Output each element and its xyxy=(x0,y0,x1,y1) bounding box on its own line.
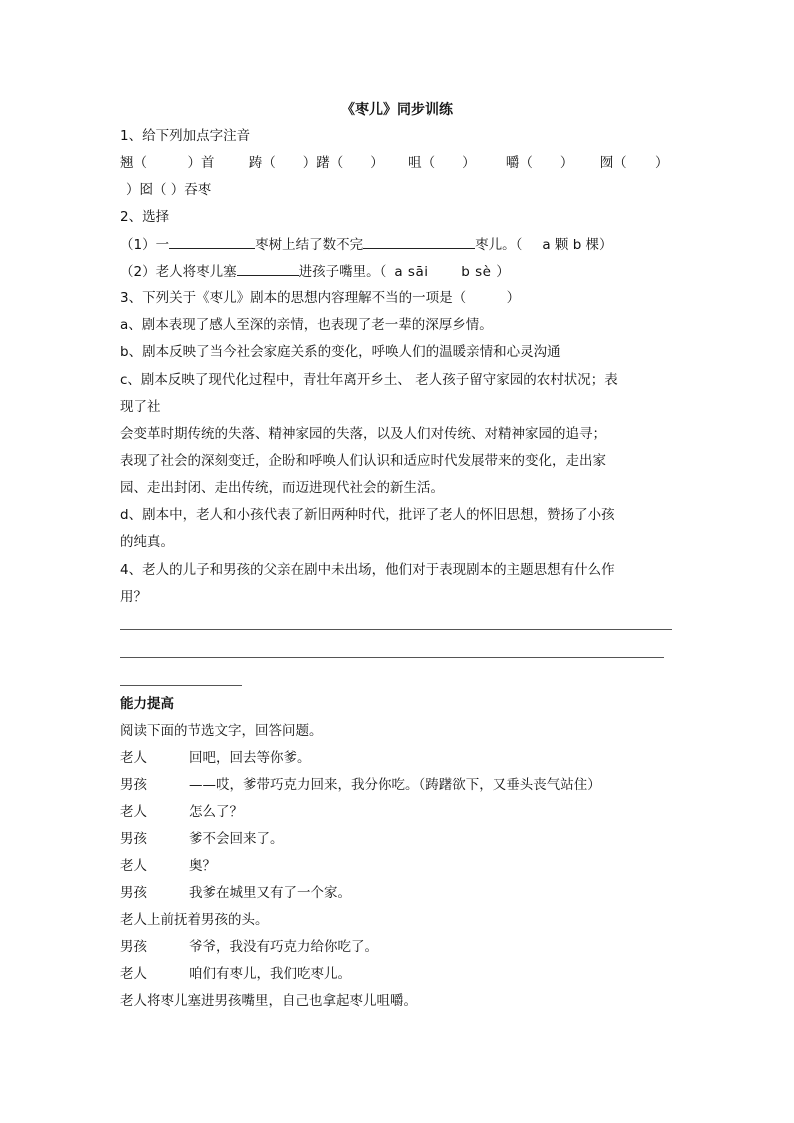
q3-option-c-line4: 表现了社会的深刻变迁，企盼和呼唤人们认识和适应时代发展带来的变化，走出家 xyxy=(120,453,606,469)
dialogue-line xyxy=(120,829,284,849)
q1-item-1: 翘（ ）首 xyxy=(120,155,215,171)
answer-line-3[interactable] xyxy=(120,685,242,686)
q1-item-2: 踌（ ）躇（ ） xyxy=(248,155,384,171)
speaker: 老人 xyxy=(120,804,147,820)
q1-row2 xyxy=(126,180,211,200)
answer-line-2[interactable] xyxy=(120,657,664,658)
q1-item-8: ）吞枣 xyxy=(170,182,212,198)
q3-option-d-line1: d、剧本中，老人和小孩代表了新旧两种时代，批评了老人的怀旧思想，赞扬了小孩 xyxy=(120,507,615,523)
line-text: 爷爷，我没有巧克力给你吃了。 xyxy=(189,939,378,955)
section-heading: 能力提高 xyxy=(120,696,174,712)
q3-option-c-line1: c、剧本反映了现代化过程中，青壮年离开乡土、 老人孩子留守家园的农村状况；表 xyxy=(120,372,618,388)
dialogue-line xyxy=(120,856,216,876)
speaker: 男孩 xyxy=(120,777,147,793)
q1-item-7: ）囵（ xyxy=(126,182,167,198)
dialogue-line xyxy=(120,937,378,957)
stage-direction: 老人将枣儿塞进男孩嘴里，自己也拿起枣儿咀嚼。 xyxy=(120,993,417,1009)
q1-row1 xyxy=(120,153,668,173)
line-text: 回吧，回去等你爹。 xyxy=(189,750,311,766)
q3-option-b: b、剧本反映了当今社会家庭关系的变化，呼唤人们的温暖亲情和心灵沟通 xyxy=(120,344,561,360)
speaker: 男孩 xyxy=(120,939,147,955)
line-text: 咱们有枣儿，我们吃枣儿。 xyxy=(189,966,351,982)
blank-3[interactable] xyxy=(237,261,299,276)
line-text: 我爹在城里又有了一个家。 xyxy=(189,885,351,901)
dialogue-line xyxy=(120,883,351,903)
dialogue-line xyxy=(120,964,351,984)
dialogue-line xyxy=(120,748,311,768)
q1-item-6: ） xyxy=(654,155,669,171)
q3-heading: 3、下列关于《枣儿》剧本的思想内容理解不当的一项是（ ） xyxy=(120,290,521,306)
line-text: 怎么了？ xyxy=(189,804,243,820)
q2-part2: （2）老人将枣儿塞 进孩子嘴里。（ a sāi b sè ） xyxy=(120,261,510,282)
speaker: 男孩 xyxy=(120,885,147,901)
stage-direction: 老人上前抚着男孩的头。 xyxy=(120,912,269,928)
q1-item-4: 嚼（ ） xyxy=(505,155,574,171)
blank-1[interactable] xyxy=(169,234,255,249)
q4-line2: 用？ xyxy=(120,589,147,605)
line-text: 爹不会回来了。 xyxy=(189,831,284,847)
section-instruction: 阅读下面的节选文字，回答问题。 xyxy=(120,723,323,739)
q3-option-a: a、剧本表现了感人至深的亲情，也表现了老一辈的深厚乡情。 xyxy=(120,317,493,333)
q1-heading: 1、给下列加点字注音 xyxy=(120,128,251,144)
line-text: ——哎，爹带巧克力回来，我分你吃。（踌躇欲下，又垂头丧气站住） xyxy=(189,777,601,793)
q3-option-c-line3: 会变革时期传统的失落、精神家园的失落，以及人们对传统、对精神家园的追寻； xyxy=(120,426,606,442)
q3-option-c-line5: 园、走出封闭、走出传统，而迈进现代社会的新生活。 xyxy=(120,480,444,496)
speaker: 男孩 xyxy=(120,831,147,847)
q2-heading: 2、选择 xyxy=(120,209,170,225)
answer-line-1[interactable] xyxy=(120,629,672,630)
q1-item-5: 囫（ xyxy=(599,155,627,171)
q3-option-c-line2: 现了社 xyxy=(120,399,161,415)
q3-option-d-line2: 的纯真。 xyxy=(120,534,174,550)
q4-line1: 4、老人的儿子和男孩的父亲在剧中未出场，他们对于表现剧本的主题思想有什么作 xyxy=(120,562,615,578)
blank-2[interactable] xyxy=(363,234,475,249)
speaker: 老人 xyxy=(120,966,147,982)
dialogue-line xyxy=(120,775,601,795)
speaker: 老人 xyxy=(120,858,147,874)
speaker: 老人 xyxy=(120,750,147,766)
dialogue-line xyxy=(120,802,243,822)
line-text: 奥？ xyxy=(189,858,216,874)
q2-part1: （1）一 枣树上结了数不完 枣儿。（ a 颗 b 棵） xyxy=(120,234,613,255)
q1-item-3: 咀（ ） xyxy=(408,155,476,171)
page-title: 《枣儿》同步训练 xyxy=(341,102,453,118)
